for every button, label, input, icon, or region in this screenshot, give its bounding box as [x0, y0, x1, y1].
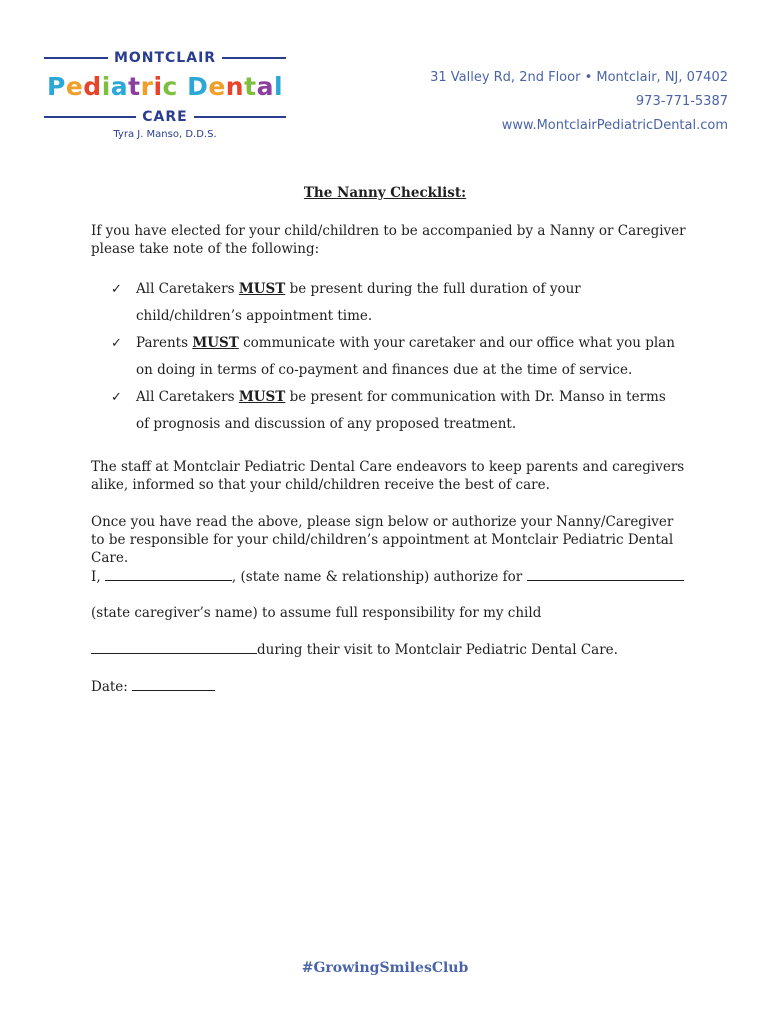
logo-letter: i: [101, 72, 111, 101]
logo-letter: t: [244, 72, 257, 101]
checklist-item-text: [136, 276, 681, 330]
checklist-item: [111, 276, 681, 330]
checklist-item: [111, 384, 681, 438]
logo-letter: D: [187, 72, 209, 101]
form-line-child: [91, 640, 618, 659]
logo-letter: [178, 70, 187, 104]
item-text-after: communicate with your caretaker and our office what you plan on doing in terms of co-payment and finances due at the time of service.: [136, 335, 675, 378]
item-emphasis: MUST: [238, 281, 286, 297]
logo-letter: P: [46, 72, 66, 101]
form-middle: , (state name & relationship) authorize for: [231, 569, 527, 585]
item-text-before: All Caretakers: [136, 389, 239, 405]
footer-hashtag: #GrowingSmilesClub: [301, 960, 469, 976]
item-emphasis: MUST: [238, 389, 286, 405]
date-label: Date:: [91, 679, 133, 695]
practice-logo: [44, 46, 286, 144]
form-line-authorize: [91, 567, 684, 586]
logo-bottom-word: CARE: [142, 109, 188, 125]
contact-website[interactable]: www.MontclairPediatricDental.com: [501, 118, 728, 133]
logo-main-wordmark: [44, 70, 286, 104]
child-name-blank[interactable]: [91, 640, 257, 654]
form-line-date: [91, 677, 215, 696]
item-text-after: be present for communication with Dr. Manso in terms of prognosis and discussion of any proposed treatment.: [136, 389, 666, 432]
authorization-paragraph: Once you have read the above, please sign below or authorize your Nanny/Caregiver to be responsible for your child/children’s appointment at Montclair Pediatric Dental Care.: [91, 514, 674, 566]
logo-rule-left: [44, 116, 136, 118]
logo-letter: e: [65, 72, 84, 101]
item-emphasis: MUST: [192, 335, 239, 351]
checklist-item-text: [136, 384, 681, 438]
item-text-before: All Caretakers: [136, 281, 239, 297]
checkmark-icon: ✓: [111, 336, 122, 351]
logo-rule-right: [194, 116, 286, 118]
contact-phone: 973-771-5387: [635, 94, 728, 109]
form-prefix: I,: [91, 569, 105, 585]
staff-paragraph: The staff at Montclair Pediatric Dental Care endeavors to keep parents and caregivers alike, informed so that your child/children receive the best of care.: [91, 459, 685, 493]
intro-paragraph: If you have elected for your child/children to be accompanied by a Nanny or Caregiver please take note of the following:: [91, 223, 686, 257]
logo-letter: d: [83, 72, 102, 101]
logo-letter: n: [225, 72, 245, 101]
logo-bottom-row: [44, 109, 286, 125]
logo-rule-left: [44, 57, 108, 59]
logo-letter: i: [153, 72, 163, 101]
logo-top-row: [44, 50, 286, 66]
logo-letter: r: [140, 72, 154, 101]
logo-letter: e: [208, 72, 226, 101]
date-blank[interactable]: [132, 677, 215, 691]
logo-letter: a: [110, 72, 129, 101]
logo-doctor-name: Tyra J. Manso, D.D.S.: [113, 129, 217, 140]
checkmark-icon: ✓: [111, 390, 122, 405]
item-text-after: be present during the full duration of your child/children’s appointment time.: [136, 281, 581, 324]
contact-address: 31 Valley Rd, 2nd Floor • Montclair, NJ, 07402: [430, 70, 728, 85]
logo-letter: l: [273, 72, 284, 101]
checklist-item-text: [136, 330, 681, 384]
contact-block: [430, 66, 728, 138]
logo-letter: t: [128, 72, 141, 101]
logo-rule-right: [222, 57, 286, 59]
logo-letter: a: [256, 72, 274, 101]
logo-top-word: MONTCLAIR: [113, 50, 217, 66]
checklist-item: [111, 330, 681, 384]
caregiver-name-blank[interactable]: [527, 567, 684, 581]
logo-letter: c: [162, 72, 178, 101]
form-line-responsibility: (state caregiver’s name) to assume full responsibility for my child: [91, 605, 542, 621]
checkmark-icon: ✓: [111, 282, 122, 297]
item-text-before: Parents: [136, 335, 193, 351]
parent-name-blank[interactable]: [105, 567, 232, 581]
checklist: [111, 276, 681, 438]
document-title: The Nanny Checklist:: [303, 185, 467, 201]
form-suffix: during their visit to Montclair Pediatric Dental Care.: [257, 642, 618, 658]
